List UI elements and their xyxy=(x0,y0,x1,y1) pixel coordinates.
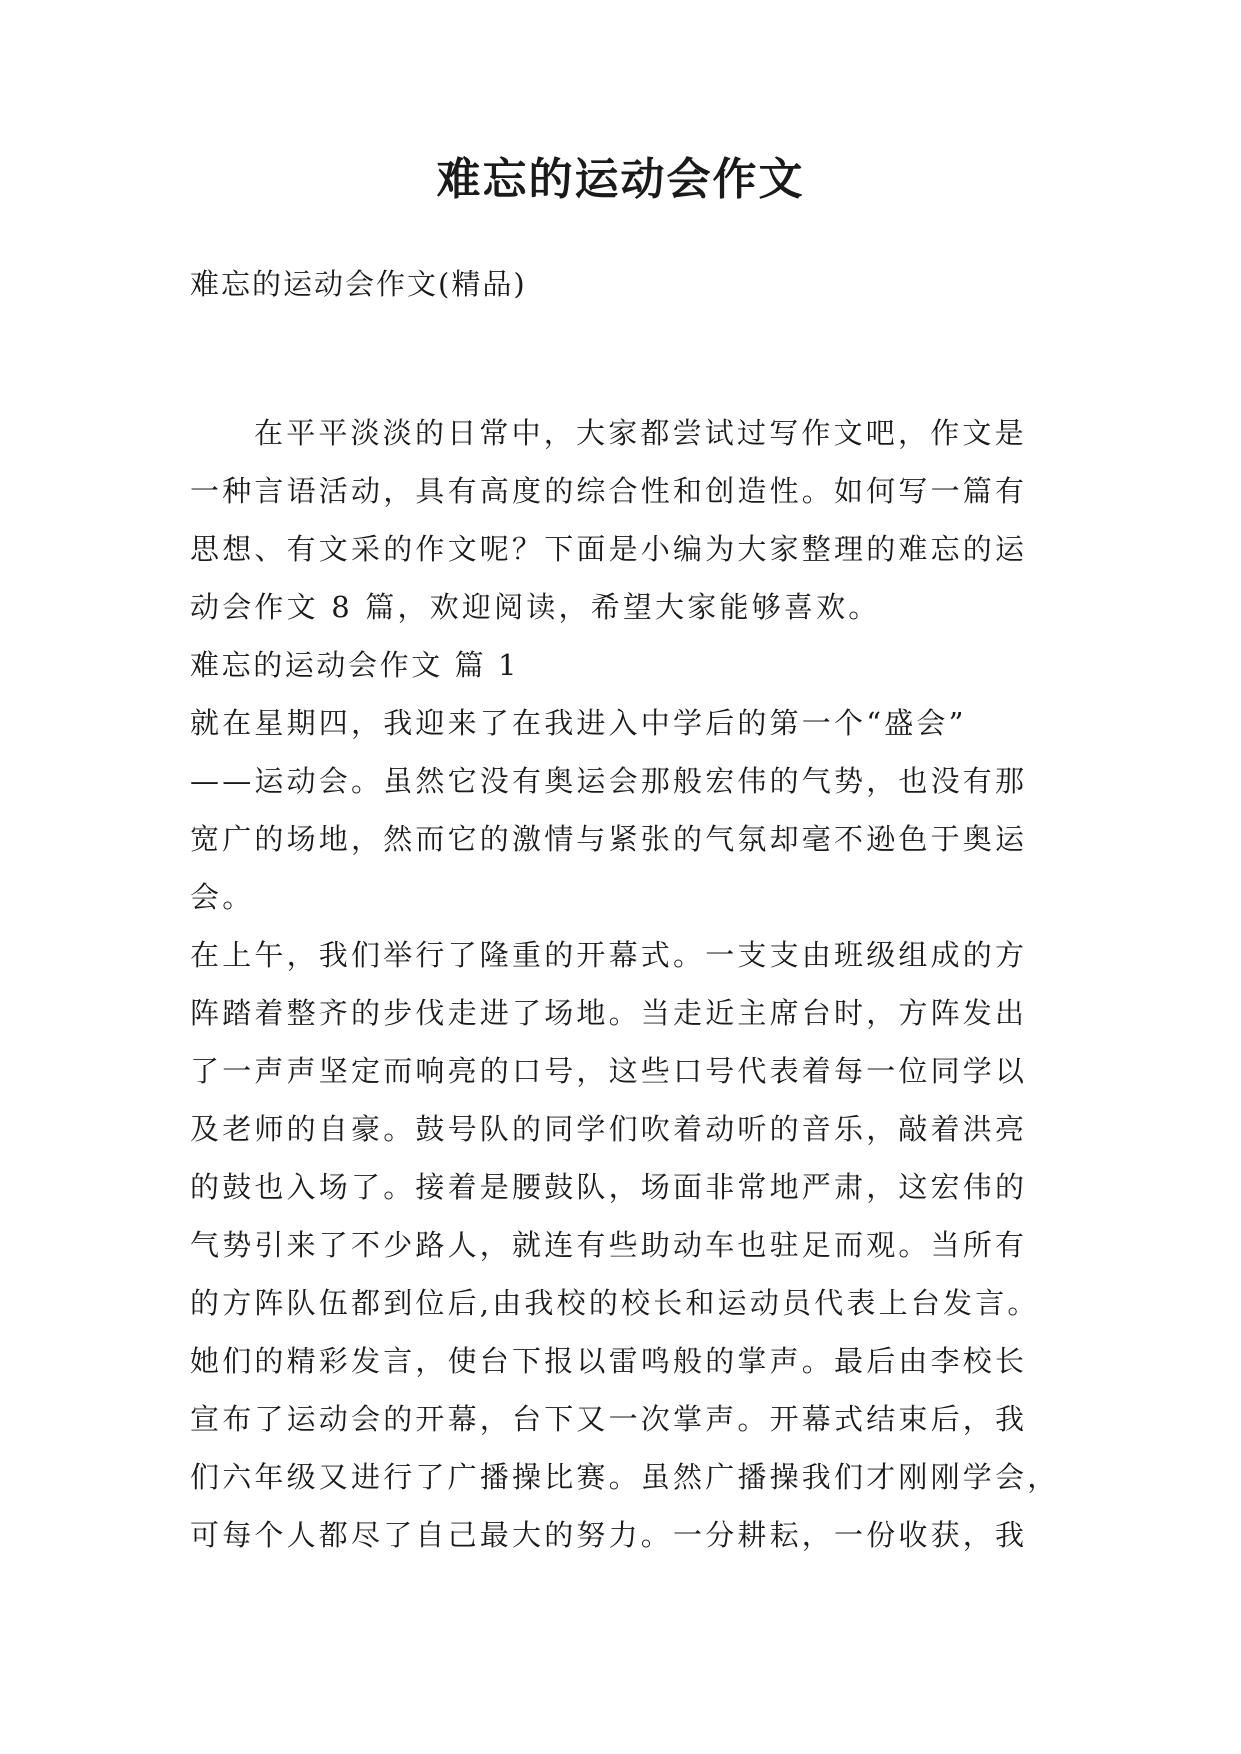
body-line: 阵踏着整齐的步伐走进了场地。当走近主席台时，方阵发出 xyxy=(190,996,1028,1030)
body-line: 气势引来了不少路人，就连有些助动车也驻足而观。当所有 xyxy=(190,1228,1028,1262)
intro-line: 动会作文 8 篇，欢迎阅读，希望大家能够喜欢。 xyxy=(190,590,881,624)
body-line: 在上午，我们举行了隆重的开幕式。一支支由班级组成的方 xyxy=(190,938,1028,972)
body-line: 了一声声坚定而响亮的口号，这些口号代表着每一位同学以 xyxy=(190,1054,1028,1088)
body-line: 宣布了运动会的开幕，台下又一次掌声。开幕式结束后，我 xyxy=(190,1402,1028,1436)
section-heading: 难忘的运动会作文 篇 1 xyxy=(190,648,520,682)
document-body xyxy=(190,404,1060,1564)
body-line: 就在星期四，我迎来了在我进入中学后的第一个“盛会” xyxy=(190,706,967,740)
intro-line: 思想、有文采的作文呢？下面是小编为大家整理的难忘的运 xyxy=(190,532,1028,566)
body-line: 的方阵队伍都到位后,由我校的校长和运动员代表上台发言。 xyxy=(190,1286,1040,1320)
body-line: 可每个人都尽了自己最大的努力。一分耕耘，一份收获，我 xyxy=(190,1518,1028,1552)
document-subtitle: 难忘的运动会作文(精品) xyxy=(190,267,527,301)
body-line: 及老师的自豪。鼓号队的同学们吹着动听的音乐，敲着洪亮 xyxy=(190,1112,1028,1146)
body-line: 她们的精彩发言，使台下报以雷鸣般的掌声。最后由李校长 xyxy=(190,1344,1028,1378)
document-title: 难忘的运动会作文 xyxy=(436,154,805,205)
body-line: 的鼓也入场了。接着是腰鼓队，场面非常地严肃，这宏伟的 xyxy=(190,1170,1028,1204)
body-line: 们六年级又进行了广播操比赛。虽然广播操我们才刚刚学会， xyxy=(190,1460,1060,1494)
intro-line: 一种言语活动，具有高度的综合性和创造性。如何写一篇有 xyxy=(190,474,1028,508)
body-line: 会。 xyxy=(190,880,255,914)
body-line: ——运动会。虽然它没有奥运会那般宏伟的气势，也没有那 xyxy=(190,764,1028,798)
intro-line: 在平平淡淡的日常中，大家都尝试过写作文吧，作文是 xyxy=(254,416,1027,450)
body-line: 宽广的场地，然而它的激情与紧张的气氛却毫不逊色于奥运 xyxy=(190,822,1028,856)
